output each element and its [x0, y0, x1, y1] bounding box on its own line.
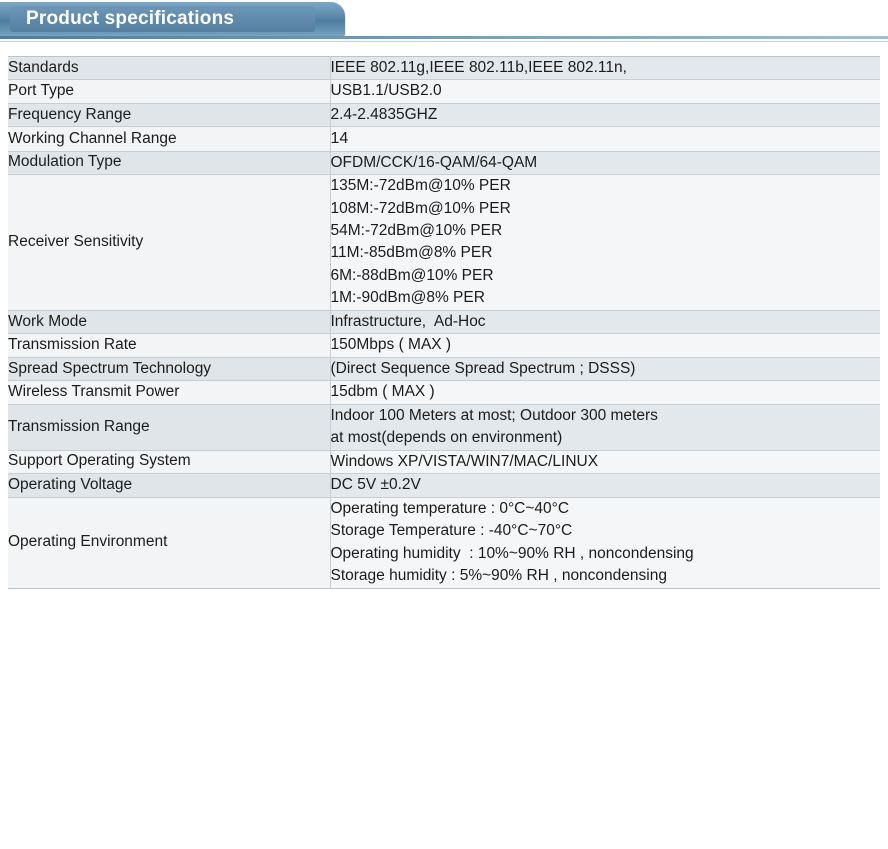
- spec-value: [330, 474, 880, 497]
- header-rule-thin: [0, 41, 888, 42]
- spec-label: Work Mode: [8, 310, 330, 333]
- table-row: [8, 57, 880, 80]
- table-row: [8, 450, 880, 473]
- spec-label: Working Channel Range: [8, 127, 330, 151]
- spec-label: Receiver Sensitivity: [8, 175, 330, 311]
- spec-label: Support Operating System: [8, 450, 330, 473]
- spec-value-line: 135M:-72dBm@10% PER: [330, 177, 511, 195]
- spec-value-line: Storage humidity : 5%~90% RH , noncondensing: [330, 567, 667, 585]
- table-row: [8, 310, 880, 333]
- table-row: [8, 334, 880, 357]
- spec-value-line: Operating humidity : 10%~90% RH , noncondensing: [330, 544, 694, 562]
- table-row: [8, 103, 880, 126]
- spec-label: Transmission Rate: [8, 334, 330, 357]
- spec-value-line: (Direct Sequence Spread Spectrum ; DSSS): [330, 359, 636, 377]
- table-row: [8, 127, 880, 151]
- spec-value-line: Operating temperature : 0°C~40°C: [330, 499, 570, 517]
- spec-value: [330, 381, 880, 404]
- spec-value: [330, 80, 880, 103]
- spec-value-line: 108M:-72dBm@10% PER: [330, 199, 511, 217]
- spec-value: [330, 497, 880, 588]
- spec-value: [330, 151, 880, 174]
- spec-value: [330, 175, 880, 311]
- spec-label: Operating Environment: [8, 497, 330, 588]
- specifications-table-body: [8, 57, 880, 589]
- table-row: [8, 80, 880, 103]
- spec-value-line: 1M:-90dBm@8% PER: [330, 289, 485, 307]
- spec-label: Modulation Type: [8, 151, 330, 174]
- spec-value-line: IEEE 802.11g,IEEE 802.11b,IEEE 802.11n,: [330, 59, 627, 76]
- table-row: [8, 175, 880, 311]
- table-row: [8, 404, 880, 450]
- spec-value-line: USB1.1/USB2.0: [330, 82, 442, 100]
- spec-value-line: DC 5V ±0.2V: [330, 476, 421, 494]
- spec-value-line: OFDM/CCK/16-QAM/64-QAM: [330, 153, 538, 171]
- spec-value: [330, 334, 880, 357]
- spec-label: Operating Voltage: [8, 474, 330, 497]
- table-row: [8, 474, 880, 497]
- table-row: [8, 151, 880, 174]
- spec-value-line: 15dbm ( MAX ): [330, 383, 435, 401]
- header-tab-shape: [0, 2, 345, 36]
- spec-value-line: 14: [330, 130, 349, 148]
- header-banner: [0, 0, 888, 44]
- spec-label: Wireless Transmit Power: [8, 381, 330, 404]
- spec-value: [330, 310, 880, 333]
- spec-value: [330, 57, 880, 80]
- spec-value-line: 54M:-72dBm@10% PER: [330, 222, 503, 239]
- spec-value: [330, 357, 880, 380]
- spec-label: Transmission Range: [8, 404, 330, 450]
- table-row: [8, 357, 880, 380]
- spec-value-line: 11M:-85dBm@8% PER: [330, 244, 493, 262]
- spec-value: [330, 404, 880, 450]
- spec-value-line: Storage Temperature : -40°C~70°C: [330, 522, 573, 540]
- spec-label: Standards: [8, 57, 330, 80]
- spec-label: Port Type: [8, 80, 330, 103]
- header-rule: [0, 36, 888, 39]
- spec-label: Frequency Range: [8, 103, 330, 126]
- spec-value-line: Indoor 100 Meters at most; Outdoor 300 meters: [330, 406, 658, 424]
- specifications-table: [8, 56, 880, 589]
- spec-label: Spread Spectrum Technology: [8, 357, 330, 380]
- specifications-table-wrap: [8, 56, 880, 589]
- spec-value-line: 6M:-88dBm@10% PER: [330, 266, 494, 284]
- spec-value: [330, 127, 880, 151]
- table-row: [8, 497, 880, 588]
- spec-value: [330, 103, 880, 126]
- page-title: Product specifications: [26, 8, 235, 29]
- spec-value-line: at most(depends on environment): [330, 429, 563, 447]
- spec-value-line: Windows XP/VISTA/WIN7/MAC/LINUX: [330, 452, 599, 470]
- table-row: [8, 381, 880, 404]
- header-tab-inner: [10, 6, 315, 32]
- spec-value: [330, 450, 880, 473]
- spec-value-line: 150Mbps ( MAX ): [330, 336, 452, 354]
- spec-value-line: 2.4-2.4835GHZ: [330, 105, 438, 123]
- spec-value-line: Infrastructure, Ad-Hoc: [330, 312, 486, 330]
